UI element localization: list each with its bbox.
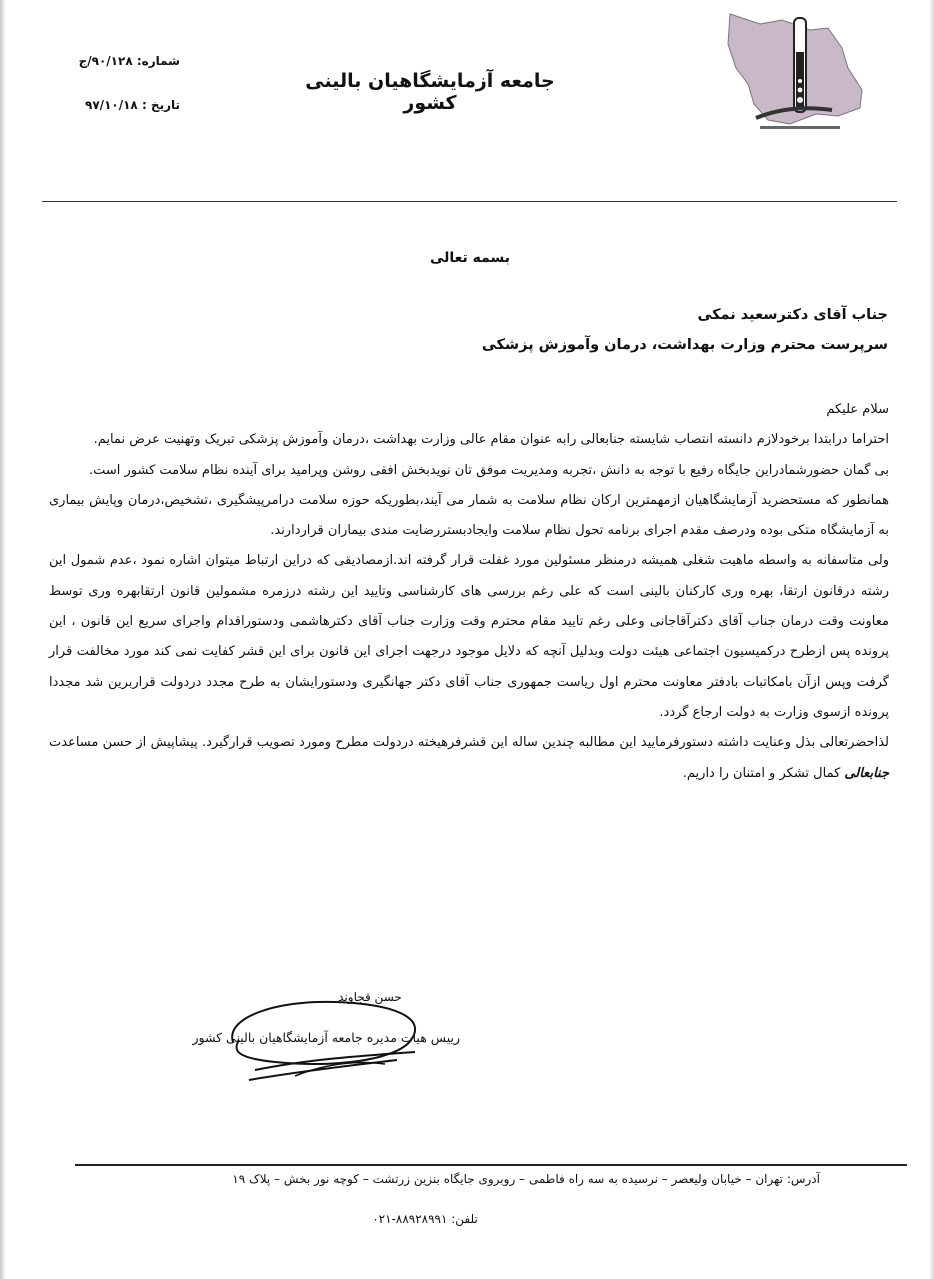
paragraph: ولی متاسفانه به واسطه ماهیت شغلی همیشه درمنظر مسئولین مورد غفلت قرار گرفته اند.ازمصادیقی که دراین ارتباط میتوان اشاره نمود ،عدم شمول این رشته درقانون ارتقا، بهره وری کارکنان بالینی است که علی رغم بررسی های کارشناسی وتایید این رشته درزمره مشمولین قانون ارتقابهره وری توسط معاونت وقت درمان جناب آقای دکترآقاجانی وعلی رغم تایید مقام محترم وقت وزارت جناب آقای دکترهاشمی ودستوراقدام واجرای سریع این قانون ، این پرونده پس ازطرح درکمیسیون اجتماعی هیئت دولت وبدلیل آنچه که دلایل موجود درجهت اجرای این قانون برای این قشر کفایت نمی کند مورد مخالفت قرار گرفت وپس ازآن بامکاتبات بادفتر معاونت محترم اول ریاست جمهوری جناب آقای دکتر جهانگیری ودستورایشان به طرح مجدد دردولت قراربرین شد مجددا پرونده ازسوی وزارت به دولت ارجاع گردد. — [49, 553, 889, 720]
phone: تلفن: ۸۸۹۲۸۹۹۱-۰۲۱ — [372, 1212, 478, 1226]
closing-start: لذاحضرتعالی بذل وعنایت داشته دستورفرمایید این مطالبه چندین ساله این قشرفرهیخته دردولت مطرح ومورد تصویب قرارگیرد. پیشاپیش از حسن مساعدت — [49, 735, 889, 751]
page-edge-shadow-right — [929, 0, 934, 1279]
letter-number-label: شماره: — [136, 54, 180, 68]
header-divider — [42, 201, 897, 202]
letter-date — [40, 92, 180, 118]
signer-title: رییس هیات مدیره جامعه آزمایشگاهیان بالینی کشور — [192, 1030, 460, 1045]
recipient-block — [188, 300, 888, 360]
letter-meta — [40, 48, 180, 136]
paragraph: احتراما درابتدا برخودلازم دانسته انتصاب شایسته جنابعالی رابه عنوان مقام عالی وزارت بهداشت ،درمان وآموزش پزشکی تبریک وتهنیت عرض نمایم. — [93, 432, 889, 448]
letter-date-label: تاریخ : — [141, 98, 180, 112]
page-edge-shadow — [0, 0, 6, 1279]
letter-date-value: ۹۷/۱۰/۱۸ — [85, 98, 138, 112]
handwritten-signature — [215, 990, 435, 1085]
organization-title: جامعه آزمایشگاهیان بالینی کشور — [305, 70, 555, 114]
letter-number — [40, 48, 180, 74]
organization-logo — [720, 8, 870, 136]
letter-body — [49, 395, 889, 789]
letter-number-value: ۹۰/۱۲۸/ج — [78, 54, 133, 68]
recipient-name: جناب آقای دکترسعید نمکی — [697, 307, 888, 323]
address: آدرس: تهران – خیابان ولیعصر – نرسیده به سه راه فاطمی – روبروی جایگاه بنزین زرتشت – کوچه نور بخش – پلاک ۱۹ — [232, 1172, 820, 1186]
greeting: سلام علیکم — [826, 402, 889, 417]
footer-divider — [75, 1164, 907, 1166]
paragraph: بی گمان حضورشمادراین جایگاه رفیع با توجه به دانش ،تجربه ومدیریت موفق تان نویدبخش افقی روشن وپرامید برای آینده نظام سلامت کشور است. — [88, 462, 889, 478]
closing-end: کمال تشکر و امتنان را داریم. — [682, 765, 845, 781]
closing-emphasis: جنابعالی — [844, 765, 889, 781]
paragraph: همانطور که مستحضرید آزمایشگاهیان ازمهمترین ارکان نظام سلامت به شمار می آیند،بطوریکه حوزه سلامت درامرپیشگیری ،تشخیص،درمان وپایش بیماری به آزمایشگاه متکی بوده ودرصف مقدم اجرای برنامه تحول نظام سلامت وایجادبستررضایت مندی بیماران قراردارند. — [49, 492, 889, 539]
invocation: بسمه تعالی — [429, 250, 511, 266]
closing-paragraph — [49, 728, 889, 789]
recipient-title: سرپرست محترم وزارت بهداشت، درمان وآموزش پزشکی — [481, 337, 888, 353]
signer-name: حسن قجاوند — [338, 990, 402, 1004]
